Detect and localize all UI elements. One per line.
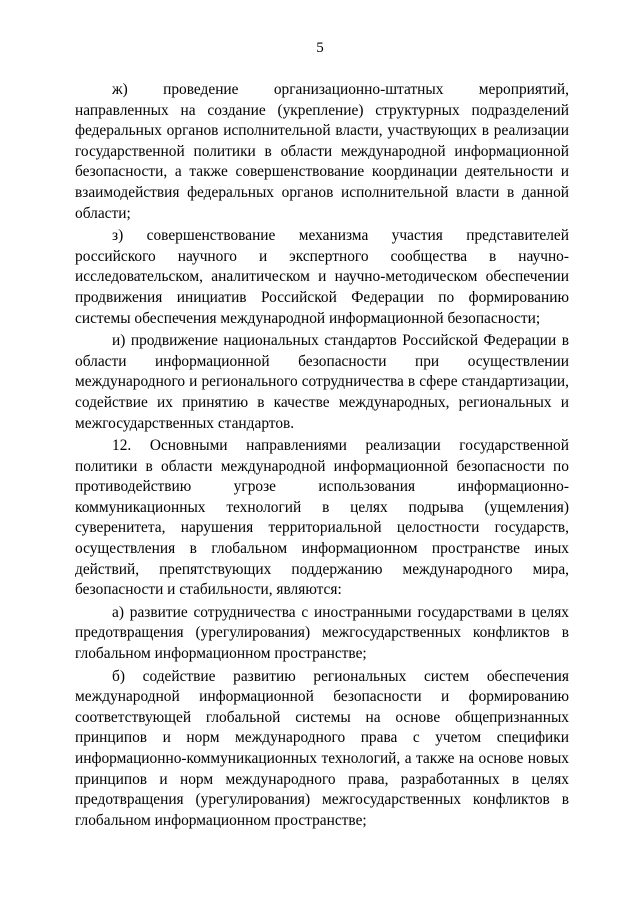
paragraph-a: а) развитие сотрудничества с иностранными государствами в целях предотвращения (урегулирования) межгосударственных конфликтов в глобальном информационном пространстве; — [75, 603, 569, 663]
paragraph-12: 12. Основными направлениями реализации государственной политики в области международной информационной безопасности по противодействию угрозе использования информационно-коммуникационных технологий в целях подрыва (ущемления) суверенитета, нарушения территориальной целостности государств, осуществления в глобальном информационном пространстве иных действий, препятствующих поддержанию международного мира, безопасности и стабильности, являются: — [75, 437, 569, 599]
paragraph-zh: ж) проведение организационно-штатных мероприятий, направленных на создание (укрепление) структурных подразделений федеральных органов исполнительной власти, участвующих в реализации государственной политики в области международной информационной безопасности, а также совершенствование координации деятельности и взаимодействия федеральных органов исполнительной власти в данной области; — [75, 81, 569, 222]
document-body — [75, 80, 569, 831]
paragraph-i: и) продвижение национальных стандартов Российской Федерации в области информационной безопасности при осуществлении международного и регионального сотрудничества в сфере стандартизации, содействие их принятию в качестве международных, региональных и межгосударственных стандартов. — [75, 332, 569, 432]
paragraph-z: з) совершенствование механизма участия представителей российского научного и экспертного сообщества в научно-исследовательском, аналитическом и научно-методическом обеспечении продвижения инициатив Российской Федерации по формированию системы обеспечения международной информационной безопасности; — [75, 227, 569, 327]
paragraph-b: б) содействие развитию региональных систем обеспечения международной информационной безопасности и формированию соответствующей глобальной системы на основе общепризнанных принципов и норм международного права с учетом специфики информационно-коммуникационных технологий, а также на основе новых принципов и норм международного права, разработанных в целях предотвращения (урегулирования) межгосударственных конфликтов в глобальном информационном пространстве; — [75, 667, 569, 829]
page-number: 5 — [316, 40, 324, 56]
